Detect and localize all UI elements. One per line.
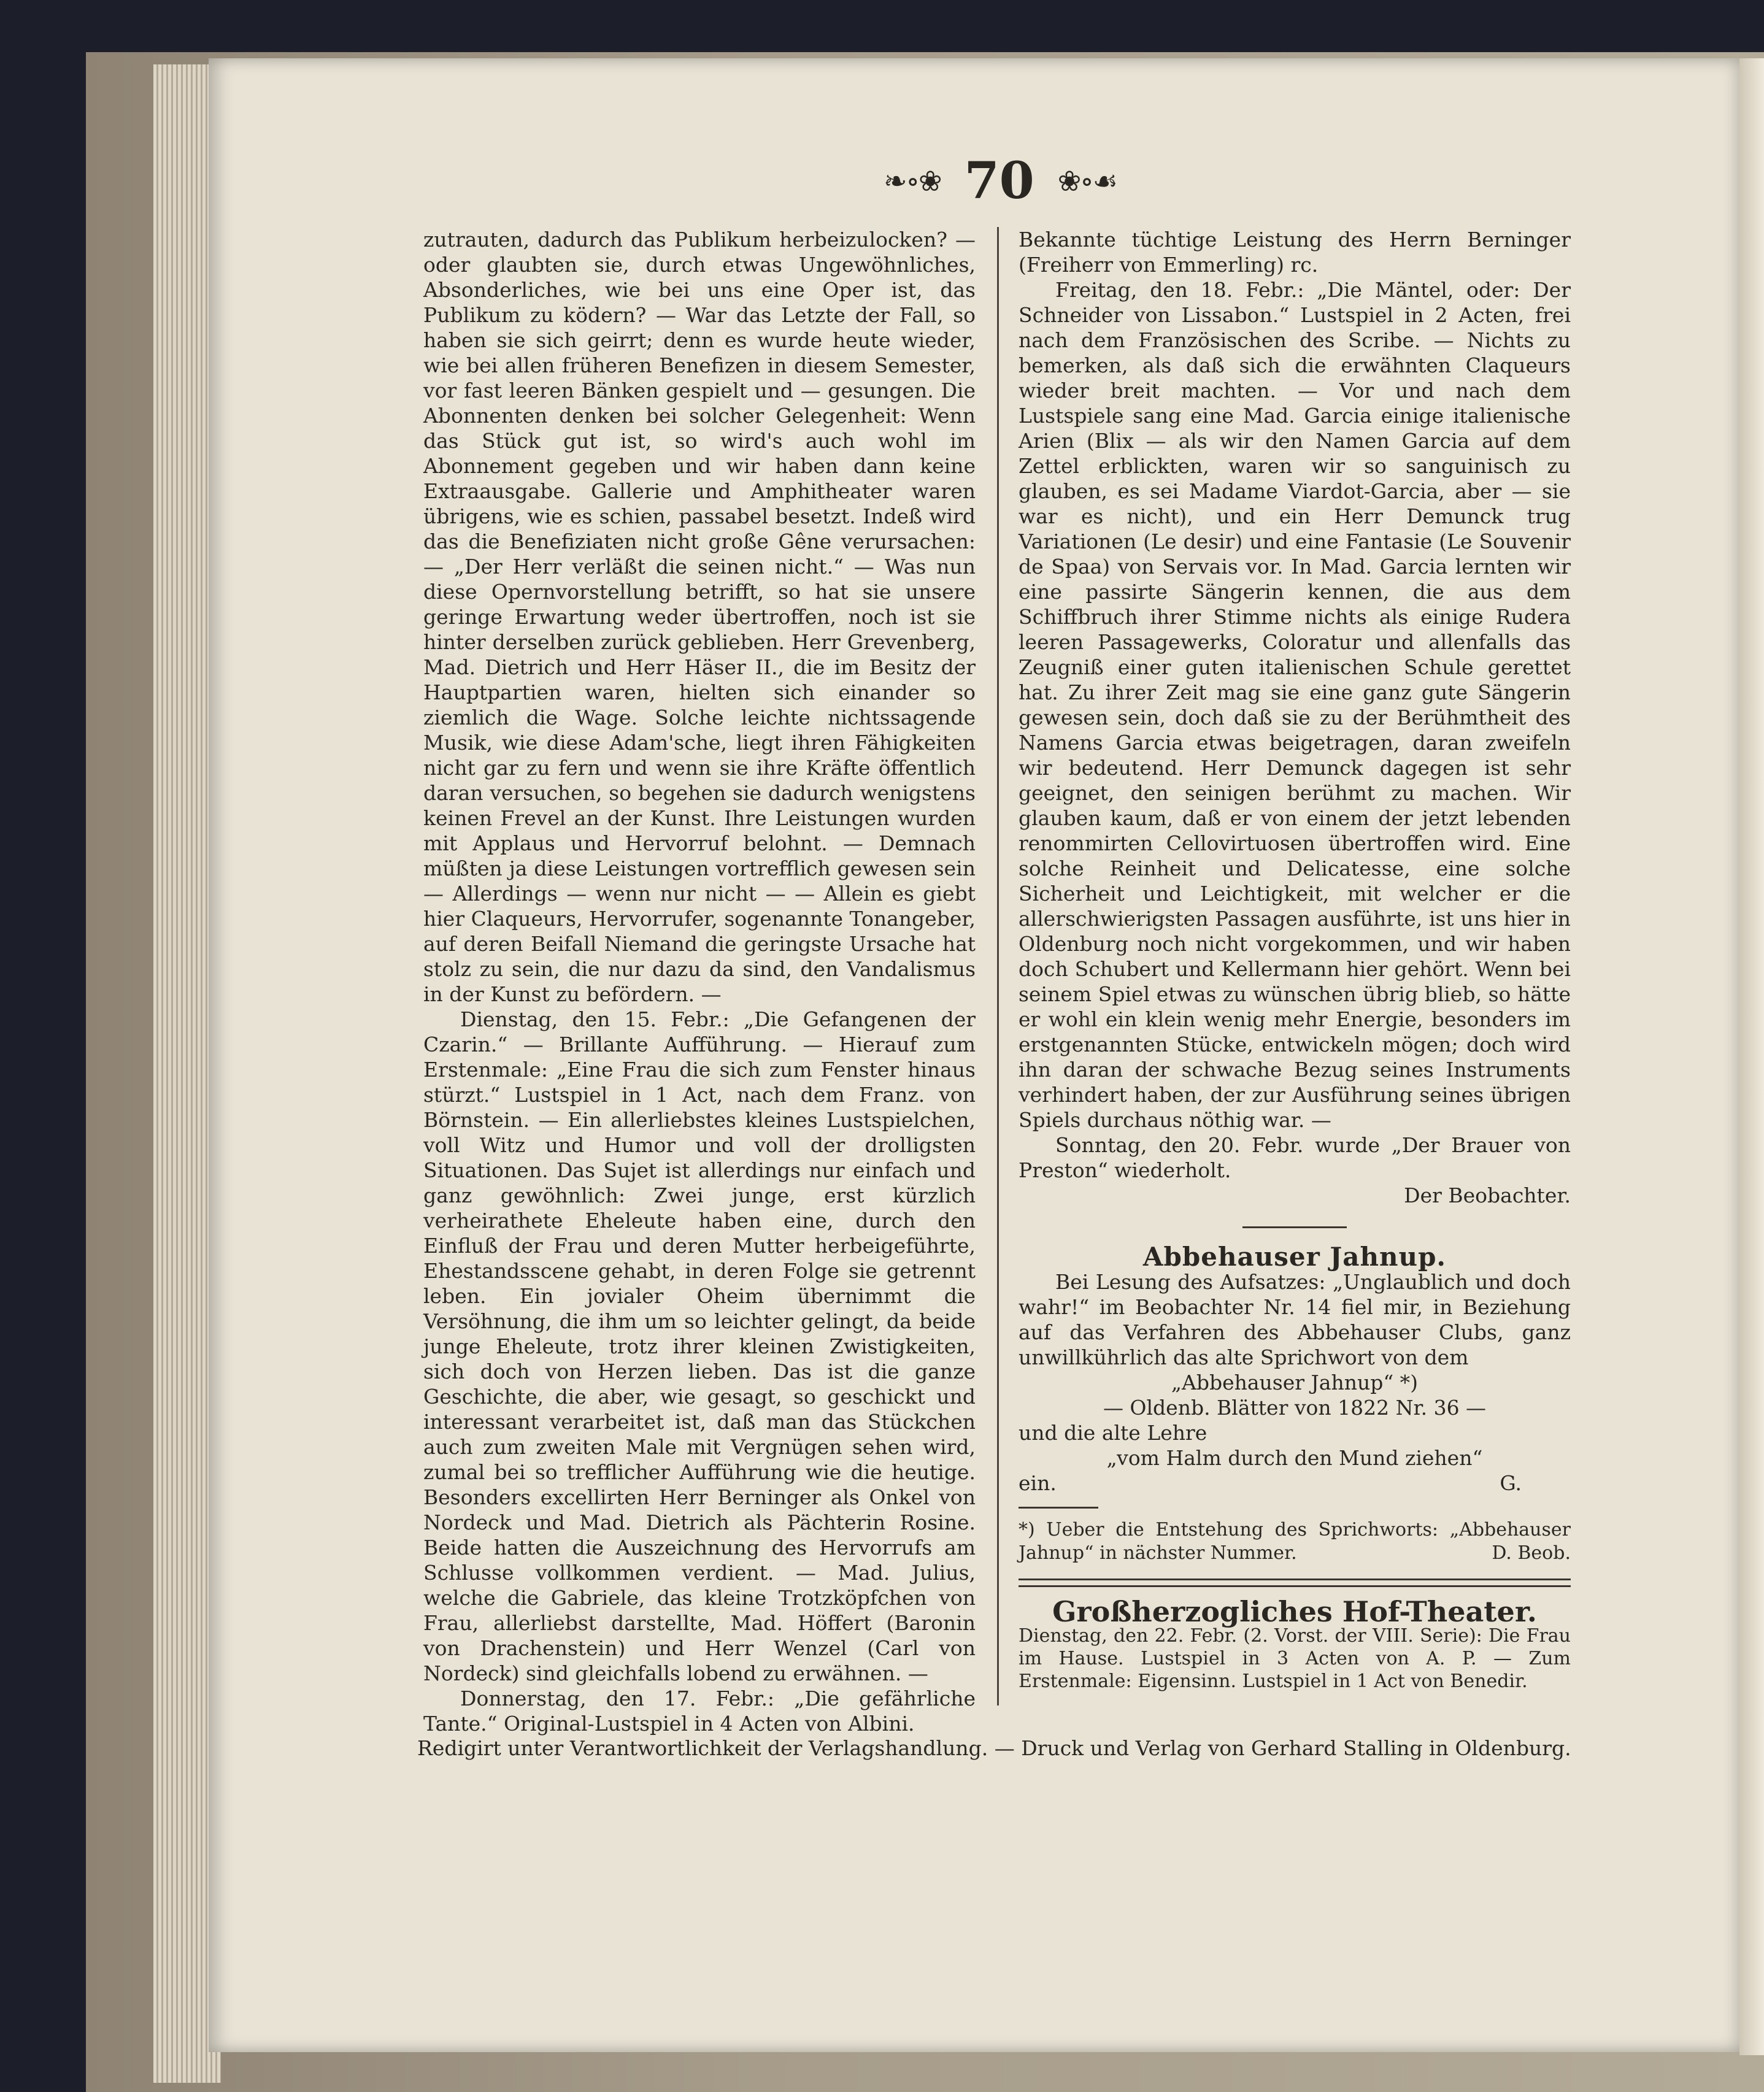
ornament-right-icon: ❀∘☙ <box>1057 164 1117 198</box>
right-paragraph-3: Sonntag, den 20. Febr. wurde „Der Brauer von Preston“ wiederholt. <box>1019 1133 1571 1182</box>
page-header <box>853 150 1147 212</box>
article-body: Bei Lesung des Aufsatzes: „Unglaublich und doch wahr!“ im Beobachter Nr. 14 fiel mir, in Beziehung auf das Verfahren des Abbehauser Clubs, ganz unwillkührlich das alte Sprichwort von dem <box>1019 1270 1571 1369</box>
right-column <box>1019 227 1571 1693</box>
review-signature: Der Beobachter. <box>1404 1183 1571 1207</box>
theater-text: Dienstag, den 22. Febr. (2. Vorst. der VIII. Serie): Die Frau im Hause. Lustspiel in 3 Acten von A. P. — Zum Erstenmale: Eigensinn. Lustspiel in 1 Act von Benedir. <box>1019 1625 1571 1692</box>
right-paragraph-2: Freitag, den 18. Febr.: „Die Mäntel, oder: Der Schneider von Lissabon.“ Lustspiel in 2 Acten, frei nach dem Französischen des Scribe. — Nichts zu bemerken, als daß sich die erwähnten Claqueurs wieder breit machten. — Vor und nach dem Lustspiele sang eine Mad. Garcia einige italienische Arien (Blix — als wir den Namen Garcia auf dem Zettel erblickten, waren wir so sanguinisch zu glauben, es sei Madame Viardot-Garcia, aber — sie war es nicht), und ein Herr Demunck trug Variationen (Le desir) und eine Fantasie (Le Souvenir de Spaa) von Servais vor. In Mad. Garcia lernten wir eine passirte Sängerin kennen, die aus dem Schiffbruch ihrer Stimme nichts als einige Rudera leeren Passagewerks, Coloratur und allenfalls das Zeugniß einer guten italienischen Schule gerettet hat. Zu ihrer Zeit mag sie eine ganz gute Sängerin gewesen sein, doch daß sie zu der Berühmtheit des Namens Garcia etwas beigetragen, daran zweifeln wir bedeutend. Herr Demunck dagegen ist sehr geeignet, den seinigen berühmt zu machen. Wir glauben kaum, daß er von einem der jetzt lebenden renommirten Cellovirtuosen übertroffen wird. Eine solche Reinheit und Delicatesse, eine solche Sicherheit und Leichtigkeit, mit welcher er die allerschwierigsten Passagen ausführte, ist uns hier in Oldenburg noch nicht vorgekommen, und wir haben doch Schubert und Kellermann hier gehört. Wenn bei seinem Spiel etwas zu wünschen übrig blieb, so hätte er wohl ein klein wenig mehr Energie, besonders im erstgenannten Stücke, entwickeln mögen; doch wird ihn daran der schwache Bezug seines Instruments verhindert haben, der zur Ausführung seines übrigen Spiels durchaus nöthig war. — <box>1019 278 1571 1132</box>
footnote-divider <box>1019 1507 1098 1509</box>
page-number: 70 <box>964 152 1034 210</box>
article-quote-2: „vom Halm durch den Mund ziehen“ <box>1106 1446 1483 1470</box>
article-continuation: und die alte Lehre <box>1019 1421 1207 1445</box>
article-ending-line <box>1019 1471 1571 1496</box>
article-heading: Abbehauser Jahnup. <box>1142 1242 1447 1272</box>
article-ending: ein. <box>1019 1471 1057 1495</box>
article-author: G. <box>1500 1471 1522 1495</box>
section-divider <box>1242 1226 1347 1228</box>
imprint-line: Redigirt unter Verantwortlichkeit der Verlagshandlung. — Druck und Verlag von Gerhard Stalling in Oldenburg. <box>417 1736 1571 1760</box>
left-paragraph-3: Donnerstag, den 17. Febr.: „Die gefährliche Tante.“ Original-Lustspiel in 4 Acten von Albini. <box>423 1686 976 1736</box>
theater-heading: Großherzogliches Hof-Theater. <box>1052 1595 1537 1628</box>
right-paragraph-1: Bekannte tüchtige Leistung des Herrn Berninger (Freiherr von Emmerling) rc. <box>1019 228 1571 277</box>
article-source: — Oldenb. Blätter von 1822 Nr. 36 — <box>1103 1396 1487 1420</box>
footnote <box>1019 1518 1571 1565</box>
footnote-text: *) Ueber die Entstehung des Sprichworts: „Abbehauser Jahnup“ in nächster Nummer. <box>1019 1519 1571 1564</box>
column-divider <box>997 227 999 1706</box>
left-paragraph-2: Dienstag, den 15. Febr.: „Die Gefangenen der Czarin.“ — Brillante Aufführung. — Hierauf zum Erstenmale: „Eine Frau die sich zum Fenster hinaus stürzt.“ Lustspiel in 1 Act, nach dem Franz. von Börnstein. — Ein allerliebstes kleines Lustspielchen, voll Witz und Humor und voll der drolligsten Situationen. Das Sujet ist allerdings nur einfach und ganz gewöhnlich: Zwei junge, erst kürzlich verheirathete Eheleute haben eine, durch den Einfluß der Frau und deren Mutter herbeigeführte, Ehestandsscene gehabt, in deren Folge sie getrennt leben. Ein jovialer Oheim übernimmt die Versöhnung, die ihm um so leichter gelingt, da beide junge Eheleute, trotz ihrer kleinen Zwistigkeiten, sich doch von Herzen lieben. Das ist die ganze Geschichte, die aber, wie gesagt, so geschickt und interessant verarbeitet ist, daß man das Stückchen auch zum zweiten Male mit Vergnügen sehen wird, zumal bei so trefflicher Aufführung wie die heutige. Besonders excellirten Herr Berninger als Onkel von Nordeck und Mad. Dietrich als Pächterin Rosine. Beide hatten die Auszeichnung des Hervorrufs am Schlusse vollkommen verdient. — Mad. Julius, welche die Gabriele, das kleine Trotzköpfchen von Frau, allerliebst darstellte, Mad. Höffert (Baronin von Drachenstein) und Herr Wenzel (Carl von Nordeck) sind gleichfalls lobend zu erwähnen. — <box>423 1007 976 1685</box>
footnote-sign: D. Beob. <box>1492 1542 1571 1564</box>
left-paragraph-1: zutrauten, dadurch das Publikum herbeizulocken? — oder glaubten sie, durch etwas Ungewöhnliches, Absonderliches, wie bei uns eine Oper ist, das Publikum zu ködern? — War das Letzte der Fall, so haben sie sich geirrt; denn es wurde heute wieder, wie bei allen früheren Benefizen in diesem Semester, vor fast leeren Bänken gespielt und — gesungen. Die Abonnenten denken bei solcher Gelegenheit: Wenn das Stück gut ist, so wird's auch wohl im Abonnement gegeben und wir haben dann keine Extraausgabe. Gallerie und Amphitheater waren übrigens, wie es schien, passabel besetzt. Indeß wird das die Benefiziaten nicht große Gêne verursachen: — „Der Herr verläßt die seinen nicht.“ — Was nun diese Opernvorstellung betrifft, so hat sie unsere geringe Erwartung weder übertroffen, noch ist sie hinter derselben zurück geblieben. Herr Grevenberg, Mad. Dietrich und Herr Häser II., die im Besitz der Hauptpartien waren, hielten sich einander so ziemlich die Wage. Solche leichte nichtssagende Musik, wie diese Adam'sche, liegt ihren Fähigkeiten nicht gar zu fern und wenn sie ihre Kräfte öffentlich daran versuchen, so begehen sie dadurch wenigstens keinen Frevel an der Kunst. Ihre Leistungen wurden mit Applaus und Hervorruf belohnt. — Demnach müßten ja diese Leistungen vortrefflich gewesen sein — Allerdings — wenn nur nicht — — Allein es giebt hier Claqueurs, Hervorrufer, sogenannte Tonangeber, auf deren Beifall Niemand die geringste Ursache hat stolz zu sein, die nur dazu da sind, den Vandalismus in der Kunst zu befördern. — <box>423 228 976 1006</box>
theater-divider <box>1019 1579 1571 1587</box>
next-page-sliver <box>1739 58 1764 2055</box>
left-column <box>423 227 976 1736</box>
article-quote-1: „Abbehauser Jahnup“ *) <box>1171 1371 1419 1394</box>
ornament-left-icon: ❧∘❀ <box>883 164 941 198</box>
